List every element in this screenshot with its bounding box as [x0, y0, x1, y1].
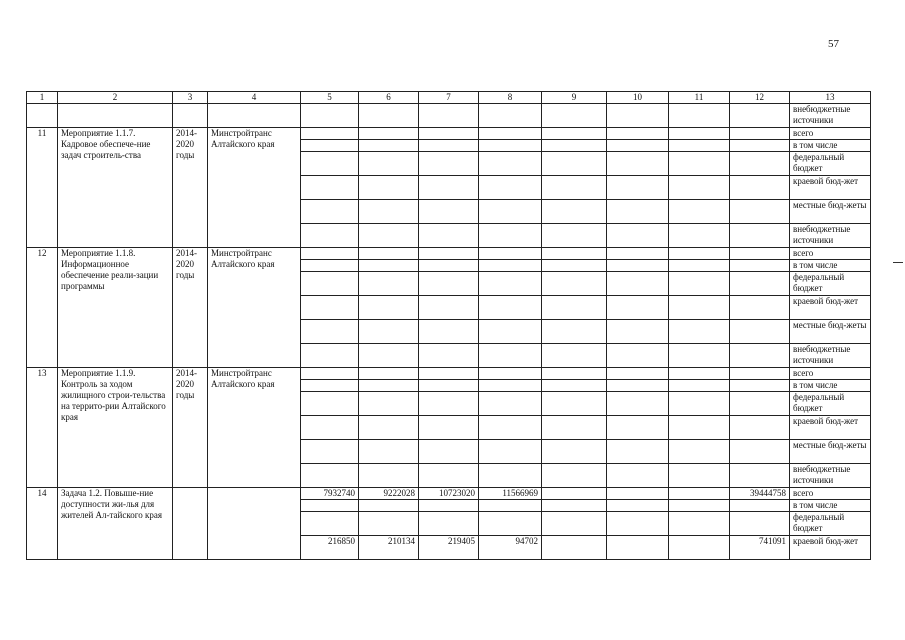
amount-cell	[419, 260, 479, 272]
amount-cell: 10723020	[419, 488, 479, 500]
col-header: 13	[790, 92, 871, 104]
amount-cell	[607, 260, 669, 272]
amount-cell	[669, 272, 730, 296]
amount-cell	[359, 392, 419, 416]
funding-source: местные бюд-жеты	[790, 440, 871, 464]
table-row	[27, 248, 871, 260]
amount-cell	[419, 500, 479, 512]
amount-cell	[607, 344, 669, 368]
funding-source: местные бюд-жеты	[790, 200, 871, 224]
amount-cell	[479, 272, 542, 296]
amount-cell	[419, 176, 479, 200]
amount-cell	[301, 200, 359, 224]
amount-cell	[479, 392, 542, 416]
funding-source: в том числе	[790, 140, 871, 152]
amount-cell	[359, 320, 419, 344]
table-row	[27, 488, 871, 500]
amount-cell	[301, 152, 359, 176]
amount-cell	[542, 128, 607, 140]
table-row	[27, 128, 871, 140]
col-header: 4	[208, 92, 301, 104]
col-header: 7	[419, 92, 479, 104]
amount-cell	[669, 248, 730, 260]
funding-source: краевой бюд-жет	[790, 296, 871, 320]
amount-cell: 210134	[359, 536, 419, 560]
amount-cell	[669, 536, 730, 560]
funding-source: федеральный бюджет	[790, 272, 871, 296]
amount-cell	[359, 380, 419, 392]
funding-source: внебюджетные источники	[790, 224, 871, 248]
amount-cell	[730, 368, 790, 380]
funding-source: в том числе	[790, 260, 871, 272]
amount-cell: 9222028	[359, 488, 419, 500]
amount-cell	[479, 512, 542, 536]
amount-cell	[542, 500, 607, 512]
amount-cell	[730, 416, 790, 440]
amount-cell	[730, 248, 790, 260]
amount-cell	[542, 536, 607, 560]
amount-cell	[419, 344, 479, 368]
col-header: 6	[359, 92, 419, 104]
amount-cell	[479, 140, 542, 152]
amount-cell	[301, 464, 359, 488]
amount-cell	[730, 380, 790, 392]
amount-cell	[359, 152, 419, 176]
amount-cell	[669, 512, 730, 536]
amount-cell	[301, 416, 359, 440]
amount-cell	[542, 512, 607, 536]
amount-cell	[301, 500, 359, 512]
amount-cell	[542, 248, 607, 260]
amount-cell	[301, 224, 359, 248]
amount-cell	[359, 500, 419, 512]
amount-cell	[607, 536, 669, 560]
amount-cell	[479, 260, 542, 272]
amount-cell	[479, 416, 542, 440]
amount-cell	[607, 296, 669, 320]
amount-cell	[419, 440, 479, 464]
amount-cell: 94702	[479, 536, 542, 560]
row-number: 11	[27, 128, 58, 248]
amount-cell	[669, 224, 730, 248]
amount-cell	[607, 176, 669, 200]
amount-cell	[607, 464, 669, 488]
amount-cell	[419, 416, 479, 440]
funding-source: краевой бюд-жет	[790, 536, 871, 560]
amount-cell	[730, 296, 790, 320]
event-name: Мероприятие 1.1.7. Кадровое обеспече-ние задач строитель-ства	[58, 128, 173, 248]
amount-cell	[607, 224, 669, 248]
amount-cell	[730, 224, 790, 248]
amount-cell	[607, 320, 669, 344]
amount-cell	[479, 320, 542, 344]
funding-table	[26, 91, 871, 560]
continuation-row	[27, 104, 871, 128]
amount-cell	[607, 368, 669, 380]
amount-cell	[669, 416, 730, 440]
funding-source: всего	[790, 248, 871, 260]
amount-cell	[542, 440, 607, 464]
period-years: 2014-2020 годы	[173, 128, 208, 248]
amount-cell	[730, 500, 790, 512]
amount-cell	[669, 128, 730, 140]
amount-cell: 741091	[730, 536, 790, 560]
amount-cell	[669, 296, 730, 320]
funding-source: краевой бюд-жет	[790, 176, 871, 200]
amount-cell	[669, 152, 730, 176]
margin-mark	[893, 262, 903, 263]
amount-cell	[479, 128, 542, 140]
col-header: 3	[173, 92, 208, 104]
amount-cell: 219405	[419, 536, 479, 560]
amount-cell	[419, 512, 479, 536]
amount-cell	[607, 140, 669, 152]
event-name: Мероприятие 1.1.9. Контроль за ходом жилищного строи-тельства на террито-рии Алтайского края	[58, 368, 173, 488]
row-number: 14	[27, 488, 58, 560]
amount-cell	[359, 344, 419, 368]
amount-cell	[542, 380, 607, 392]
funding-source: внебюджетные источники	[790, 344, 871, 368]
amount-cell	[479, 200, 542, 224]
amount-cell	[419, 128, 479, 140]
amount-cell	[542, 224, 607, 248]
amount-cell	[542, 176, 607, 200]
amount-cell	[419, 296, 479, 320]
amount-cell	[419, 392, 479, 416]
period-years: 2014-2020 годы	[173, 368, 208, 488]
amount-cell	[301, 296, 359, 320]
col-header: 9	[542, 92, 607, 104]
amount-cell	[607, 152, 669, 176]
amount-cell	[730, 392, 790, 416]
page-number: 57	[828, 38, 839, 50]
amount-cell	[607, 500, 669, 512]
amount-cell	[730, 320, 790, 344]
amount-cell	[542, 320, 607, 344]
amount-cell	[730, 440, 790, 464]
amount-cell	[359, 200, 419, 224]
amount-cell	[607, 272, 669, 296]
amount-cell	[669, 176, 730, 200]
amount-cell: 216850	[301, 536, 359, 560]
amount-cell	[542, 200, 607, 224]
amount-cell	[542, 152, 607, 176]
amount-cell	[730, 140, 790, 152]
amount-cell	[419, 140, 479, 152]
amount-cell	[669, 200, 730, 224]
amount-cell	[669, 488, 730, 500]
funding-source: внебюджетные источники	[790, 464, 871, 488]
amount-cell	[359, 296, 419, 320]
amount-cell	[607, 200, 669, 224]
period-years: 2014-2020 годы	[173, 248, 208, 368]
amount-cell	[730, 512, 790, 536]
row-number: 12	[27, 248, 58, 368]
amount-cell	[301, 128, 359, 140]
amount-cell	[301, 176, 359, 200]
amount-cell	[479, 440, 542, 464]
funding-source: всего	[790, 128, 871, 140]
amount-cell	[730, 344, 790, 368]
amount-cell	[607, 380, 669, 392]
amount-cell	[542, 464, 607, 488]
col-header: 2	[58, 92, 173, 104]
amount-cell	[542, 296, 607, 320]
amount-cell	[669, 392, 730, 416]
amount-cell	[359, 176, 419, 200]
row-number: 13	[27, 368, 58, 488]
amount-cell	[730, 464, 790, 488]
amount-cell	[669, 380, 730, 392]
amount-cell	[301, 260, 359, 272]
amount-cell	[669, 440, 730, 464]
amount-cell	[419, 368, 479, 380]
amount-cell	[419, 200, 479, 224]
amount-cell	[301, 248, 359, 260]
amount-cell	[730, 260, 790, 272]
amount-cell	[730, 200, 790, 224]
amount-cell	[479, 368, 542, 380]
amount-cell	[542, 368, 607, 380]
funding-source: внебюджетные источники	[790, 104, 871, 128]
funding-source: краевой бюд-жет	[790, 416, 871, 440]
amount-cell	[359, 260, 419, 272]
amount-cell	[607, 512, 669, 536]
amount-cell	[542, 272, 607, 296]
funding-source: федеральный бюджет	[790, 512, 871, 536]
amount-cell	[479, 344, 542, 368]
amount-cell	[542, 260, 607, 272]
amount-cell	[542, 344, 607, 368]
amount-cell	[607, 440, 669, 464]
executor: Минстройтранс Алтайского края	[208, 248, 301, 368]
amount-cell	[419, 248, 479, 260]
amount-cell	[669, 344, 730, 368]
amount-cell	[607, 416, 669, 440]
amount-cell	[359, 272, 419, 296]
amount-cell	[669, 464, 730, 488]
amount-cell	[669, 500, 730, 512]
amount-cell	[359, 128, 419, 140]
amount-cell	[607, 392, 669, 416]
amount-cell	[669, 368, 730, 380]
col-header: 5	[301, 92, 359, 104]
amount-cell	[479, 224, 542, 248]
period-years	[173, 488, 208, 560]
amount-cell	[730, 176, 790, 200]
col-header: 10	[607, 92, 669, 104]
amount-cell	[359, 140, 419, 152]
col-header: 12	[730, 92, 790, 104]
amount-cell	[669, 320, 730, 344]
funding-source: местные бюд-жеты	[790, 320, 871, 344]
amount-cell	[479, 464, 542, 488]
amount-cell	[301, 140, 359, 152]
col-header: 1	[27, 92, 58, 104]
amount-cell	[669, 260, 730, 272]
amount-cell	[359, 440, 419, 464]
col-header: 8	[479, 92, 542, 104]
amount-cell	[359, 368, 419, 380]
amount-cell	[419, 152, 479, 176]
amount-cell	[359, 248, 419, 260]
amount-cell	[607, 488, 669, 500]
executor: Минстройтранс Алтайского края	[208, 128, 301, 248]
executor: Минстройтранс Алтайского края	[208, 368, 301, 488]
event-name: Мероприятие 1.1.8. Информационное обеспечение реали-зации программы	[58, 248, 173, 368]
funding-source: всего	[790, 488, 871, 500]
amount-cell	[607, 128, 669, 140]
amount-cell	[479, 296, 542, 320]
amount-cell	[301, 392, 359, 416]
amount-cell	[542, 488, 607, 500]
amount-cell	[301, 320, 359, 344]
amount-cell	[301, 368, 359, 380]
table-row	[27, 368, 871, 380]
funding-source: в том числе	[790, 500, 871, 512]
amount-cell	[479, 380, 542, 392]
col-header: 11	[669, 92, 730, 104]
funding-source: федеральный бюджет	[790, 152, 871, 176]
amount-cell	[479, 176, 542, 200]
column-number-row	[27, 92, 871, 104]
amount-cell	[301, 344, 359, 368]
amount-cell	[607, 248, 669, 260]
amount-cell	[730, 272, 790, 296]
amount-cell: 39444758	[730, 488, 790, 500]
funding-source: федеральный бюджет	[790, 392, 871, 416]
amount-cell	[301, 272, 359, 296]
amount-cell	[542, 416, 607, 440]
amount-cell	[419, 380, 479, 392]
amount-cell	[301, 380, 359, 392]
amount-cell	[419, 320, 479, 344]
amount-cell	[419, 224, 479, 248]
amount-cell	[730, 152, 790, 176]
amount-cell	[419, 272, 479, 296]
amount-cell	[542, 392, 607, 416]
amount-cell	[359, 512, 419, 536]
amount-cell	[479, 248, 542, 260]
amount-cell	[301, 440, 359, 464]
funding-source: всего	[790, 368, 871, 380]
amount-cell: 11566969	[479, 488, 542, 500]
event-name: Задача 1.2. Повыше-ние доступности жи-лья для жителей Ал-тайского края	[58, 488, 173, 560]
executor	[208, 488, 301, 560]
amount-cell	[542, 140, 607, 152]
amount-cell	[359, 224, 419, 248]
amount-cell	[479, 500, 542, 512]
amount-cell	[419, 464, 479, 488]
amount-cell	[359, 416, 419, 440]
amount-cell	[301, 512, 359, 536]
amount-cell: 7932740	[301, 488, 359, 500]
amount-cell	[479, 152, 542, 176]
amount-cell	[669, 140, 730, 152]
funding-source: в том числе	[790, 380, 871, 392]
amount-cell	[359, 464, 419, 488]
amount-cell	[730, 128, 790, 140]
